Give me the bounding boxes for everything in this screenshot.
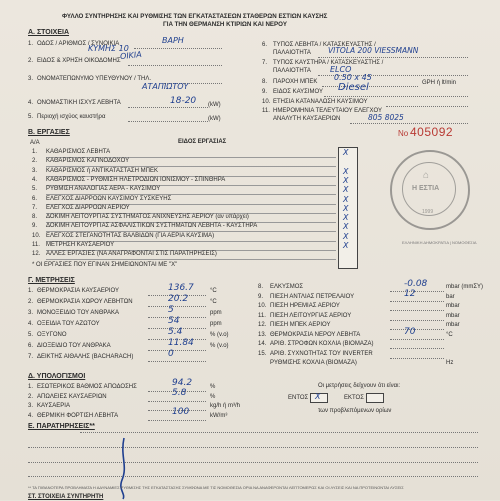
task-row-num: 11. [32, 242, 40, 248]
a-right-9-value[interactable]: Diesel [338, 82, 369, 93]
task-row-num: 4. [32, 176, 38, 183]
measure-left-unit: % (v.o) [210, 332, 229, 338]
measure-right-unit: bar [446, 293, 455, 300]
measure-left-unit: °C [210, 299, 217, 305]
measure-left-line [148, 306, 206, 307]
measure-right-label: ΑΡΙΘ. ΣΥΧΝΟΤΗΤΑΣ ΤΟΥ INVERTER [270, 350, 373, 357]
a-left-3-num: 3. [28, 76, 34, 82]
measure-left-label: ΘΕΡΜΟΚΡΑΣΙΑ ΧΩΡΟΥ ΛΕΒΗΤΩΝ [37, 299, 133, 305]
measure-right-num: 12. [258, 322, 267, 328]
a-right-7-num: 7. [262, 60, 268, 66]
measure-right-label: ΘΕΡΜΟΚΡΑΣΙΑ ΝΕΡΟΥ ΛΕΒΗΤΑ [270, 331, 361, 338]
task-row-text: ΕΛΕΓΧΟΣ ΣΤΕΓΑΝΟΤΗΤΑΣ ΒΑΛΒΙΔΩΝ (ΓΙΑ ΑΕΡΙΑ ΚΑΥΣΙΜΑ) [46, 232, 215, 239]
measure-left-num: 3. [28, 310, 34, 316]
measure-right-num: 14. [258, 341, 267, 347]
a-right-6-num: 6. [262, 42, 268, 48]
limits-text: των προβλεπόμενων ορίων [318, 408, 392, 414]
task-row-mark[interactable]: X [343, 231, 349, 241]
a-left-4-num: 4. [28, 100, 34, 106]
task-row-text: ΔΟΚΙΜΗ ΛΕΙΤΟΥΡΓΙΑΣ ΑΣΦΑΛΙΣΤΙΚΩΝ ΣΥΣΤΗΜΑΤΩΝ ΛΕΒΗΤΑ - ΚΑΥΣΤΗΡΑ [46, 223, 258, 230]
serial-number: 405092 [410, 125, 454, 139]
footer-note: ** ΤΑ ΠΙΘΑΝΟΤΕΡΑ ΠΡΟΒΛΗΜΑΤΑ Η ΑΔΥΝΑΜΙΕΣ ΡΥΘΜΙΣΗΣ ΤΗΣ ΕΓΚΑΤΑΣΤΑΣΗΣ ΣΥΜΦΩΝΑ ΜΕ ΤΙΣ ΝΟΜΟΘΕΣΙΑ ΟΡΙΑ ΝΑ ΑΝΑΦΕΡΟΝΤΑΙ ΛΕΠΤΟΜΕΡΩΣ ΚΑΙ ΟΙ ΛΥΣΕΙΣ ΚΑΙ ΝΑ ΠΡΟΤΕΙΝΟΝΤΑΙ ΛΥΣΕΙΣ [28, 485, 404, 490]
task-row-line [46, 259, 336, 260]
a-right-6-value[interactable]: VITOLA 200 VIESSMANN [328, 46, 419, 55]
task-row-text: ΕΛΕΓΧΟΣ ΔΙΑΡΡΟΩΝ ΑΕΡΙΟΥ [46, 204, 130, 211]
task-row-num: 5. [32, 186, 38, 193]
task-row-mark[interactable]: X [343, 213, 349, 223]
a-right-7-value[interactable]: ELCO [330, 65, 352, 74]
a-right-7b-label: ΠΑΛΑΙΟΤΗΤΑ [273, 68, 311, 74]
a-right-9-label: ΕΙΔΟΣ ΚΑΥΣΙΜΟΥ [273, 89, 324, 95]
section-e-heading: Ε. ΠΑΡΑΤΗΡΗΣΕΙΣ** [28, 423, 95, 430]
a-right-11b-label: ΑΝΑΛΥΤΗ ΚΑΥΣΑΕΡΙΩΝ [273, 116, 341, 122]
measure-left-value[interactable]: 54 [168, 316, 180, 326]
stamp-brand: Η ΕΣΤΙΑ [412, 185, 440, 192]
measure-right-label: ΠΙΕΣΗ ΑΝΤΛΙΑΣ ΠΕΤΡΕΛΑΙΟΥ [270, 293, 355, 300]
task-row-mark[interactable]: X [343, 241, 349, 250]
a-right-9-num: 9. [262, 89, 268, 95]
task-row-text: ΚΑΘΑΡΙΣΜΟΣ ΚΑΠΝΟΔΟΧΟΥ [46, 158, 130, 165]
measure-left-value[interactable]: 11.84 [168, 338, 194, 348]
a-left-5-unit: (kW) [208, 116, 221, 122]
inside-checkbox[interactable] [310, 393, 328, 403]
measure-right-num: 8. [258, 284, 264, 290]
task-row-mark[interactable]: X [343, 166, 349, 176]
form-title-line-1: ΦΥΛΛΟ ΣΥΝΤΗΡΗΣΗΣ ΚΑΙ ΡΥΘΜΙΣΗΣ ΤΩΝ ΕΓΚΑΤΑΣΤΑΣΕΩΝ ΣΤΑΘΕΡΩΝ ΕΣΤΙΩΝ ΚΑΥΣΗΣ [62, 13, 328, 20]
a-right-8-unit: GPH ή lt/min [422, 80, 457, 86]
task-row-num: 2. [32, 158, 38, 165]
measure-left-num: 7. [28, 354, 34, 360]
task-row-num: 6. [32, 195, 38, 202]
measure-left-line [148, 361, 206, 362]
measure-left-unit: °C [210, 288, 217, 294]
task-row-text: ΡΥΘΜΙΣΗ ΑΝΑΛΟΓΙΑΣ ΑΕΡΑ - ΚΑΥΣΙΜΟΥ [46, 186, 161, 193]
calc-unit: % [210, 393, 216, 400]
measure-right-num: 15. [258, 350, 267, 357]
calc-num: 3. [28, 403, 34, 409]
a-left-2-line [128, 65, 222, 66]
measure-right-label: ΡΥΘΜΙΣΗΣ ΚΟΧΛΙΑ (ΒΙΟΜΑΖΑ) [270, 360, 357, 366]
measure-right-unit: mbar [446, 303, 460, 309]
a-right-8-label: ΠΑΡΟΧΗ ΜΠΕΚ [273, 79, 318, 85]
task-row-num: 1. [32, 149, 38, 155]
measure-left-num: 2. [28, 299, 34, 305]
task-row-text: ΚΑΘΑΡΙΣΜΟΣ ή ΑΝΤΙΚΑΤΑΣΤΑΣΗ ΜΠΕΚ [46, 167, 158, 174]
a-left-5-num: 5. [28, 114, 34, 120]
a-right-11-value[interactable]: 805 8025 [368, 113, 404, 122]
a-right-11-num: 11. [262, 108, 270, 114]
task-row-text: ΚΑΘΑΡΙΣΜΟΣ - ΡΥΘΜΙΣΗ ΗΛΕΤΡΟΔΙΩΝ ΙΟΝΙΣΜΟΥ - ΣΠΙΝΘΗΡΑ [46, 176, 226, 183]
task-row-mark[interactable]: X [343, 148, 349, 157]
next-section-heading: ΣΤ. ΣΤΟΙΧΕΙΑ ΣΥΝΤΗΡΗΤΗ [28, 494, 104, 500]
measure-left-unit: ppm [210, 310, 222, 316]
measure-left-label: ΟΞΥΓΟΝΟ [37, 332, 67, 338]
calc-num: 2. [28, 393, 34, 400]
measure-left-label: ΔΙΟΞΕΙΔΙΟ ΤΟΥ ΑΝΘΡΑΚΑ [37, 343, 111, 349]
inside-mark: X [315, 392, 321, 401]
measure-right-label: ΑΡΙΘ. ΣΤΡΟΦΩΝ ΚΟΧΛΙΑ (ΒΙΟΜΑΖΑ) [270, 341, 374, 347]
a-left-2-value[interactable]: ΟΙΚΙΑ [119, 49, 143, 62]
measure-left-num: 5. [28, 332, 34, 338]
measure-right-value[interactable]: 12 [404, 288, 416, 299]
a-left-4-label: ΟΝΟΜΑΣΤΙΚΗ ΙΣΧΥΣ ΛΕΒΗΤΑ [37, 100, 121, 106]
a-right-11-label: ΗΜΕΡΟΜΗΝΙΑ ΤΕΛΕΥΤΑΙΟΥ ΕΛΕΓΧΟΥ [273, 108, 382, 114]
remarks-line-3 [28, 462, 478, 463]
form-title-line-2: ΓΙΑ ΤΗΝ ΘΕΡΜΑΝΣΗ ΚΤΙΡΙΩΝ ΚΑΙ ΝΕΡΟΥ [163, 21, 287, 28]
verdict-intro: Οι μετρήσεις δείχνουν ότι είναι: [318, 383, 401, 389]
measure-right-unit: mbar [446, 312, 460, 319]
measure-right-label: ΕΛΚΥΣΜΟΣ [270, 284, 304, 290]
task-row-text: ΚΑΘΑΡΙΣΜΟΣ ΛΕΒΗΤΑ [46, 149, 111, 155]
a-left-1-value[interactable]: ΒΑΡΗ [162, 36, 184, 45]
section-d-heading: Δ. ΥΠΟΛΟΓΙΣΜΟΙ [28, 373, 86, 380]
measure-right-label: ΠΙΕΣΗ ΜΠΕΚ ΑΕΡΙΟΥ [270, 322, 331, 328]
measure-left-label: ΘΕΡΜΟΚΡΑΣΙΑ ΚΑΥΣΑΕΡΙΟΥ [37, 288, 120, 294]
a-left-1-label: ΟΔΟΣ / ΑΡΙΘΜΟΣ / ΣΥΝΟΙΚΙΑ [37, 41, 120, 47]
a-right-10-line [386, 106, 468, 107]
measure-right-value[interactable]: -0.08 [404, 279, 428, 289]
measure-right-unit: Hz [446, 360, 454, 366]
measure-left-label: ΔΕΙΚΤΗΣ ΑΙΘΑΛΗΣ (BACHARACH) [37, 354, 134, 360]
calc-num: 1. [28, 384, 34, 390]
a-left-4-line [128, 107, 208, 108]
calc-num: 4. [28, 412, 34, 419]
a-left-1-line [134, 48, 222, 49]
calc-value[interactable]: 94.2 [172, 378, 193, 388]
a-right-8-num: 8. [262, 79, 268, 85]
measure-left-num: 1. [28, 288, 34, 294]
calc-value[interactable]: 5.8 [172, 387, 187, 398]
remarks-line-1 [80, 432, 478, 433]
a-right-6-label: ΤΥΠΟΣ ΛΕΒΗΤΑ / ΚΑΤΑΣΚΕΥΑΣΤΗΣ / [273, 42, 376, 48]
measure-left-value[interactable]: 136.7 [168, 283, 194, 293]
company-stamp [390, 150, 470, 230]
measure-left-num: 6. [28, 343, 34, 349]
section-a-heading: Α. ΣΤΟΙΧΕΙΑ [28, 29, 70, 36]
measure-right-unit: mbar [446, 322, 460, 328]
calc-unit: % [210, 384, 216, 390]
stamp-year: 1999 [422, 209, 434, 215]
measure-left-label: ΜΟΝΟΞΕΙΔΙΟ ΤΟΥ ΑΝΘΡΑΚΑ [37, 310, 119, 316]
task-row-num: 7. [32, 204, 38, 211]
signature-mark [108, 436, 138, 500]
measure-left-value[interactable]: 5.4 [168, 327, 183, 337]
tasks-note: * ΟΙ ΕΡΓΑΣΙΕΣ ΠΟΥ ΕΓΙΝΑΝ ΣΗΜΕΙΩΝΟΝΤΑΙ ΜΕ "Χ" [32, 262, 178, 268]
measure-left-value[interactable]: 5 [168, 305, 174, 315]
measure-right-num: 13. [258, 331, 267, 338]
measure-right-line [390, 291, 444, 292]
task-row-mark[interactable]: X [343, 175, 349, 185]
task-row-text: ΑΛΛΕΣ ΕΡΓΑΣΙΕΣ (ΝΑ ΑΝΑΓΡΑΦΟΝΤΑΙ ΣΤΙΣ ΠΑΡΑΤΗΡΗΣΕΙΣ) [46, 251, 217, 258]
col-aa: Α/Α [30, 140, 40, 146]
task-row-mark[interactable]: X [343, 194, 349, 204]
measure-left-num: 4. [28, 321, 34, 327]
measure-left-value[interactable]: 0 [168, 349, 174, 359]
measure-right-label: ΠΙΕΣΗ ΛΕΙΤΟΥΡΓΙΑΣ ΑΕΡΙΟΥ [270, 312, 352, 319]
task-row-mark[interactable]: X [343, 185, 349, 195]
measure-right-line [390, 358, 444, 359]
measure-left-unit: % (v.o) [210, 343, 229, 349]
a-left-1-num: 1. [28, 41, 34, 47]
a-right-8-value[interactable]: 0.50 x 45 [334, 73, 372, 82]
a-left-4-unit: (kW) [208, 102, 221, 108]
measure-right-num: 10. [258, 303, 267, 309]
col-type: ΕΙΔΟΣ ΕΡΓΑΣΙΑΣ [178, 139, 227, 145]
measure-right-line [390, 320, 444, 321]
a-left-3-label: ΟΝΟΜΑΤΕΠΩΝΥΜΟ ΥΠΕΥΘΥΝΟΥ / ΤΗΛ. [37, 76, 152, 82]
a-right-6b-label: ΠΑΛΑΙΟΤΗΤΑ [273, 50, 311, 56]
task-row-num: 3. [32, 167, 38, 174]
a-right-7-label: ΤΥΠΟΣ ΚΑΥΣΤΗΡΑ / ΚΑΤΑΣΚΕΥΑΣΤΗΣ / [273, 60, 384, 66]
a-right-8-line [322, 86, 418, 87]
task-row-num: 12. [32, 251, 41, 258]
a-right-10-label: ΕΤΗΣΙΑ ΚΑΤΑΝΑΛΩΣΗ ΚΑΥΣΙΜΟΥ [273, 99, 368, 105]
stamp-caption: ΕΛΛΗΝΙΚΗ ΔΗΜΟΚΡΑΤΙΑ | ΝΟΜΟΘΕΣΙΑ [402, 240, 477, 245]
task-row-text: ΔΟΚΙΜΗ ΛΕΙΤΟΥΡΓΙΑΣ ΣΥΣΤΗΜΑΤΟΣ ΑΝΙΧΝΕΥΣΗΣ ΑΕΡΙΟΥ (αν υπάρχει) [46, 214, 249, 221]
measure-right-value[interactable]: 70 [404, 326, 416, 337]
measure-right-unit: mbar (mmΣΥ) [446, 284, 484, 290]
a-left-2-label: ΕΙΔΟΣ & ΧΡΗΣΗ ΟΙΚΟΔΟΜΗΣ [37, 58, 121, 64]
calc-label: ΘΕΡΜΙΚΗ ΦΟΡΤΙΣΗ ΛΕΒΗΤΑ [37, 412, 119, 419]
serial-prefix: No [398, 129, 409, 138]
remarks-line-4 [28, 476, 478, 477]
calc-unit: kW/m³ [210, 412, 228, 419]
measure-right-line [390, 329, 444, 330]
calc-label: ΑΠΩΛΕΙΕΣ ΚΑΥΣΑΕΡΙΩΝ [37, 393, 107, 400]
task-row-num: 10. [32, 232, 41, 239]
task-row-text: ΜΕΤΡΗΣΗ ΚΑΥΣΑΕΡΙΟΥ [46, 242, 115, 248]
measure-right-line [390, 301, 444, 302]
measure-right-num: 9. [258, 293, 264, 300]
stamp-crest-icon: ⌂ [423, 170, 430, 181]
calc-label: ΚΑΥΣΑΕΡΙΑ [37, 403, 70, 409]
a-left-4-value[interactable]: 18-20 [170, 96, 197, 106]
a-left-5-label: Περιοχή ισχύος καυστήρα [37, 114, 106, 120]
a-right-11-line [350, 123, 468, 124]
calc-line [148, 401, 206, 402]
outside-checkbox[interactable] [366, 393, 384, 403]
a-left-3-value[interactable]: ΑΤΑΠΙΩΤΟΥ [142, 82, 189, 91]
measure-left-value[interactable]: 20.2 [168, 294, 189, 304]
measure-left-label: ΟΞΕΙΔΙΑ ΤΟΥ ΑΖΩΤΟΥ [37, 321, 100, 327]
a-left-1b-value[interactable]: ΚΥΜΗΣ 10 [88, 44, 129, 53]
task-row-mark[interactable]: X [343, 222, 349, 232]
task-row-mark[interactable]: X [343, 203, 349, 213]
task-row-num: 9. [32, 223, 38, 230]
measure-right-label: ΠΙΕΣΗ ΗΡΕΜΙΑΣ ΑΕΡΙΟΥ [270, 303, 340, 309]
calc-value[interactable]: 100 [172, 406, 190, 417]
section-c-heading: Γ. ΜΕΤΡΗΣΕΙΣ [28, 277, 75, 284]
task-row-text: ΕΛΕΓΧΟΣ ΔΙΑΡΡΟΩΝ ΚΑΥΣΙΜΟΥ ΣΥΣΚΕΥΗΣ [46, 195, 172, 202]
measure-left-line [148, 350, 206, 351]
outside-label: ΕΚΤΟΣ [344, 395, 364, 401]
a-left-2-num: 2. [28, 58, 34, 64]
measure-right-line [390, 339, 444, 340]
section-b-heading: Β. ΕΡΓΑΣΙΕΣ [28, 129, 70, 136]
measure-right-num: 11. [258, 312, 266, 319]
remarks-line-2 [28, 447, 478, 448]
measure-right-line [390, 310, 444, 311]
calc-label: ΕΣΩΤΕΡΙΚΟΣ ΒΑΘΜΟΣ ΑΠΟΔΟΣΗΣ [37, 384, 137, 390]
inside-label: ΕΝΤΟΣ [288, 395, 309, 401]
calc-line [148, 420, 206, 421]
task-row-num: 8. [32, 214, 38, 221]
a-right-10-num: 10. [262, 99, 271, 105]
measure-left-unit: ppm [210, 321, 222, 327]
measure-right-unit: °C [446, 331, 453, 338]
measure-right-line [390, 348, 444, 349]
calc-unit: kg/h ή m³/h [210, 403, 241, 409]
a-right-6-line [318, 57, 468, 58]
a-right-9-line [324, 96, 468, 97]
a-left-5-line [128, 121, 208, 122]
